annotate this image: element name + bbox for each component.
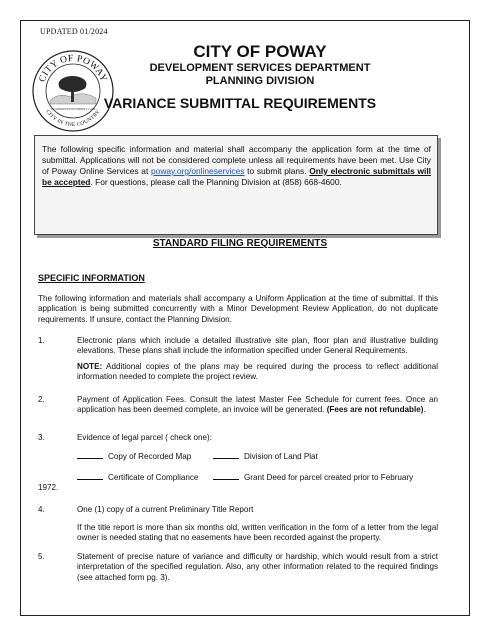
- city-name: CITY OF POWAY: [193, 42, 327, 61]
- standard-filing-heading: STANDARD FILING REQUIREMENTS: [152, 238, 328, 249]
- specific-information-heading: SPECIFIC INFORMATION: [38, 273, 145, 283]
- notice-text-2: to submit plans.: [244, 166, 310, 176]
- online-services-link[interactable]: poway.org/onlineservices: [151, 166, 245, 176]
- note-text: Additional copies of the plans may be required during the process to reflect additional information needed to complete the project review.: [77, 362, 438, 382]
- blank-line[interactable]: [77, 458, 103, 459]
- check-recorded-map[interactable]: [77, 452, 191, 461]
- item-text-1: Electronic plans which include a detailed illustrative site plan, floor plan and illustrative building elevations. These plans shall include the information specified under General Requirements.: [77, 336, 438, 356]
- item-text-3: Evidence of legal parcel ( check one):: [77, 433, 212, 442]
- fees-not-refundable: (Fees are not refundable): [326, 405, 424, 415]
- note-label: NOTE:: [77, 362, 103, 371]
- seal-center-text: INCORPORATED DECEMBER 12, 1980: [50, 108, 96, 111]
- seal-top-text: CITY OF POWAY: [37, 53, 109, 84]
- division-name: PLANNING DIVISION: [205, 75, 315, 87]
- document-title: VARIANCE SUBMITTAL REQUIREMENTS: [103, 95, 377, 111]
- blank-line[interactable]: [213, 479, 239, 480]
- plans-note: [77, 362, 438, 383]
- notice-text-3: . For questions, please call the Planning Division at (858) 668-4600.: [90, 177, 342, 187]
- title-report-note: If the title report is more than six months old, written verification in the form of a letter from the legal owner is needed stating that no easements have been recorded against the property.: [77, 523, 438, 543]
- department-name: DEVELOPMENT SERVICES DEPARTMENT: [149, 62, 371, 74]
- item-text-2: [77, 395, 438, 416]
- seal-bottom-text: CITY IN THE COUNTRY: [44, 108, 102, 129]
- grant-deed-label: Grant Deed for parcel created prior to February: [244, 473, 414, 482]
- item-number-2: 2.: [38, 395, 45, 404]
- compliance-label: Certificate of Compliance: [108, 473, 199, 482]
- blank-line[interactable]: [77, 479, 103, 480]
- submittal-notice-box: [34, 135, 438, 235]
- updated-date: UPDATED 01/2024: [40, 27, 108, 36]
- notice-electronic-only: Only electronic submittals will be accepted: [42, 166, 431, 187]
- notice-text-1: The following specific information and material shall accompany the application form at the time of submittal. Applications will not be considered complete unless all requirements have been met. Use City of Poway Online Services at: [42, 144, 431, 176]
- item-number-4: 4.: [38, 505, 45, 514]
- grant-deed-year: 1972.: [38, 483, 59, 492]
- check-compliance[interactable]: [77, 473, 198, 482]
- intro-paragraph: The following information and materials shall accompany a Uniform Application at the time of submittal. If this application is being submitted concurrently with a Minor Development Review Application, do not duplicate requirements. If unsure, contact the Planning Division.: [38, 294, 438, 324]
- item-number-5: 5.: [38, 552, 45, 561]
- fees-text: Payment of Application Fees. Consult the latest Master Fee Schedule for current fees. Once an application has been deemed complete, an invoice will be generated.: [77, 395, 438, 415]
- city-seal-logo: [30, 48, 116, 134]
- item-text-5: Statement of precise nature of variance and difficulty or hardship, which would result from a strict interpretation of the specified regulation. Also, any other information related to the required findings (see attached form pg. 3).: [77, 552, 438, 582]
- recorded-map-label: Copy of Recorded Map: [108, 452, 192, 461]
- item-number-3: 3.: [38, 433, 45, 442]
- item-number-1: 1.: [38, 336, 45, 345]
- item-text-4: One (1) copy of a current Preliminary Title Report: [77, 505, 254, 514]
- check-land-plat[interactable]: [213, 452, 318, 461]
- fees-tail: .: [423, 405, 426, 415]
- blank-line[interactable]: [213, 458, 239, 459]
- land-plat-label: Division of Land Plat: [244, 452, 318, 461]
- check-grant-deed[interactable]: [213, 473, 438, 482]
